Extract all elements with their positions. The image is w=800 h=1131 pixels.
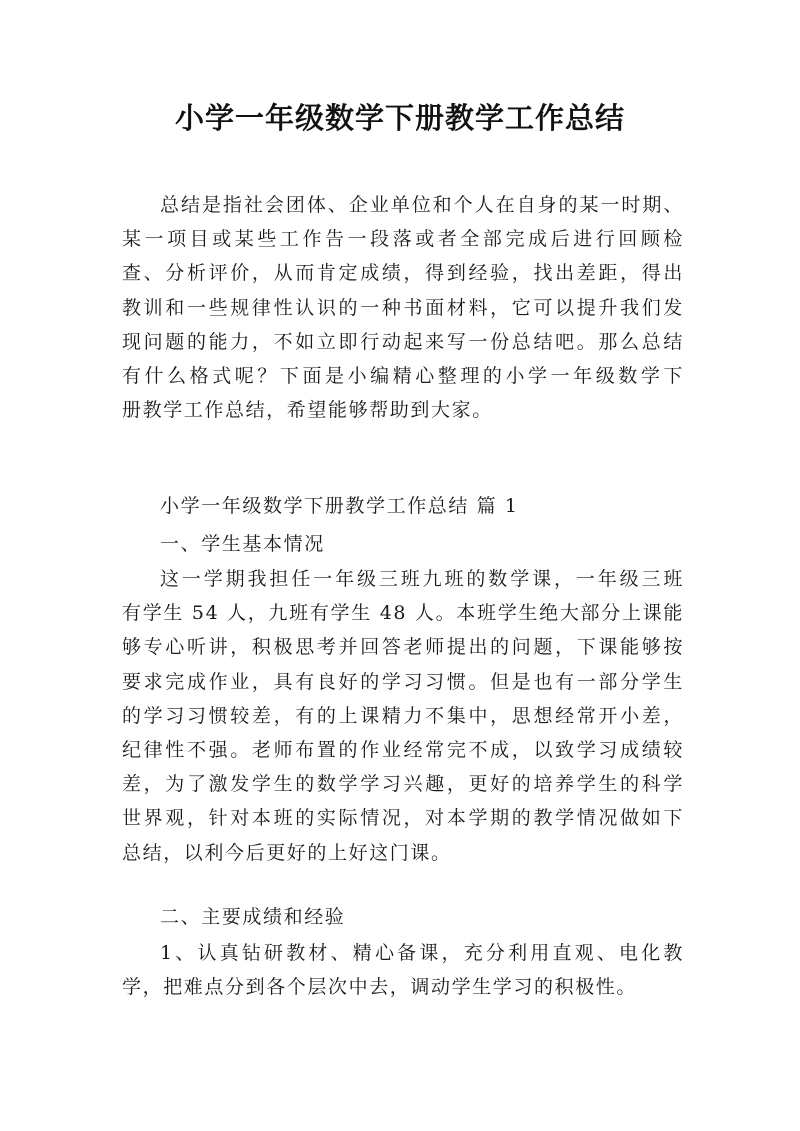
section1-line: 差，为了激发学生的数学学习兴趣，更好的培养学生的科学 xyxy=(122,773,684,796)
intro-line: 教训和一些规律性认识的一种书面材料，它可以提升我们发 xyxy=(122,296,684,319)
section2-line: 学，把难点分到各个层次中去，调动学生学习的积极性。 xyxy=(122,976,638,999)
intro-paragraph xyxy=(122,188,684,427)
section1-line: 够专心听讲，积极思考并回答老师提出的问题，下课能够按 xyxy=(122,636,684,659)
section1-line: 的学习习惯较差，有的上课精力不集中，思想经常开小差， xyxy=(122,704,684,727)
intro-line: 查、分析评价，从而肯定成绩，得到经验，找出差距，得出 xyxy=(122,262,684,285)
document-title: 小学一年级数学下册教学工作总结 xyxy=(174,101,625,135)
intro-line: 某一项目或某些工作告一段落或者全部完成后进行回顾检 xyxy=(122,228,684,251)
intro-line: 总结是指社会团体、企业单位和个人在自身的某一时期、 xyxy=(160,194,684,216)
section2-line: 1、认真钻研教材、精心备课，充分利用直观、电化教 xyxy=(160,942,684,964)
section2-paragraph xyxy=(122,936,684,1004)
intro-line: 现问题的能力，不如立即行动起来写一份总结吧。那么总结 xyxy=(122,330,684,353)
intro-line: 册教学工作总结，希望能够帮助到大家。 xyxy=(122,399,493,422)
section-heading-1: 一、学生基本情况 xyxy=(160,533,325,555)
section1-line: 这一学期我担任一年级三班九班的数学课，一年级三班 xyxy=(160,568,684,590)
section1-line: 有学生 54 人，九班有学生 48 人。本班学生绝大部分上课能 xyxy=(122,602,684,625)
section-heading-2: 二、主要成绩和经验 xyxy=(160,906,346,928)
section1-line: 世界观，针对本班的实际情况，对本学期的教学情况做如下 xyxy=(122,807,684,830)
intro-line: 有什么格式呢？下面是小编精心整理的小学一年级数学下 xyxy=(122,365,684,388)
section1-line: 总结，以利今后更好的上好这门课。 xyxy=(122,841,452,864)
chapter-heading: 小学一年级数学下册教学工作总结 篇 1 xyxy=(160,495,519,517)
section1-paragraph xyxy=(122,562,684,870)
section1-line: 要求完成作业，具有良好的学习习惯。但是也有一部分学生 xyxy=(122,670,684,693)
section1-line: 纪律性不强。老师布置的作业经常完不成，以致学习成绩较 xyxy=(122,739,684,762)
